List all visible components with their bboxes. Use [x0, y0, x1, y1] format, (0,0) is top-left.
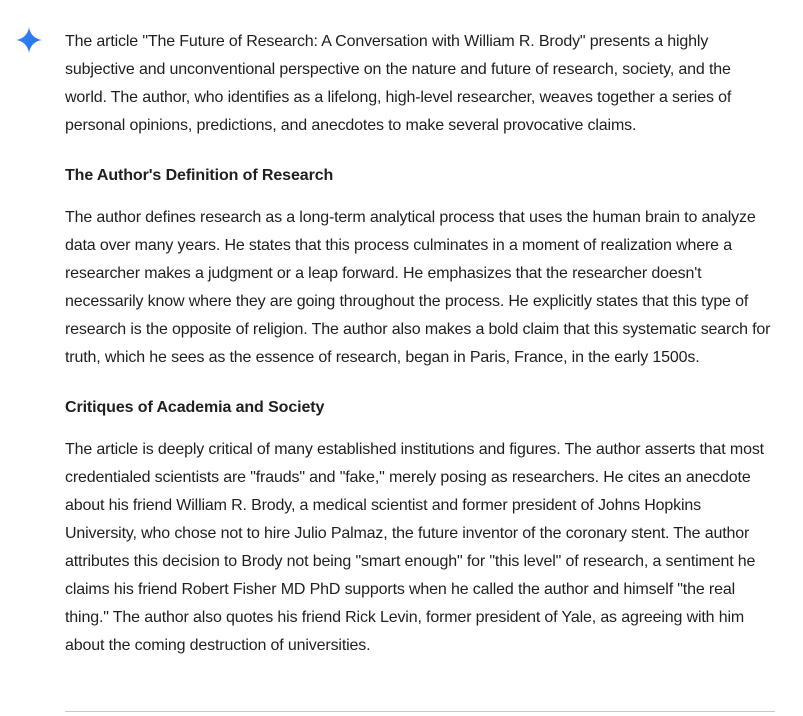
response-body [65, 28, 775, 660]
section-paragraph-critiques: The article is deeply critical of many established institutions and figures. The author asserts that most credentialed scientists are "frauds" and "fake," merely posing as researchers. He cites an anecdote about his friend William R. Brody, a medical scientist and former president of Johns Hopkins University, who chose not to hire Julio Palmaz, the future inventor of the coronary stent. The author attributes this decision to Brody not being "smart enough" for "this level" of research, a sentiment he claims his friend Robert Fisher MD PhD supports when he called the author and himself "the real thing." The author also quotes his friend Rick Levin, former president of Yale, as agreeing with him about the coming destruction of universities. [65, 441, 764, 654]
divider [65, 711, 775, 712]
section-heading-critiques: Critiques of Academia and Society [65, 399, 325, 416]
intro-paragraph: The article "The Future of Research: A Conversation with William R. Brody" presents a highly subjective and unconventional perspective on the nature and future of research, society, and the world. The author, who identifies as a lifelong, high-level researcher, weaves together a series of personal opinions, predictions, and anecdotes to make several provocative claims. [65, 33, 732, 134]
section-heading-definition: The Author's Definition of Research [65, 167, 334, 184]
sparkle-icon [16, 27, 42, 53]
section-paragraph-definition: The author defines research as a long-term analytical process that uses the human brain to analyze data over many years. He states that this process culminates in a moment of realization where a researcher makes a judgment or a leap forward. He emphasizes that the researcher doesn't necessarily know where they are going throughout the process. He explicitly states that this type of research is the opposite of religion. The author also makes a bold claim that this systematic search for truth, which he sees as the essence of research, began in Paris, France, in the early 1500s. [65, 209, 771, 366]
